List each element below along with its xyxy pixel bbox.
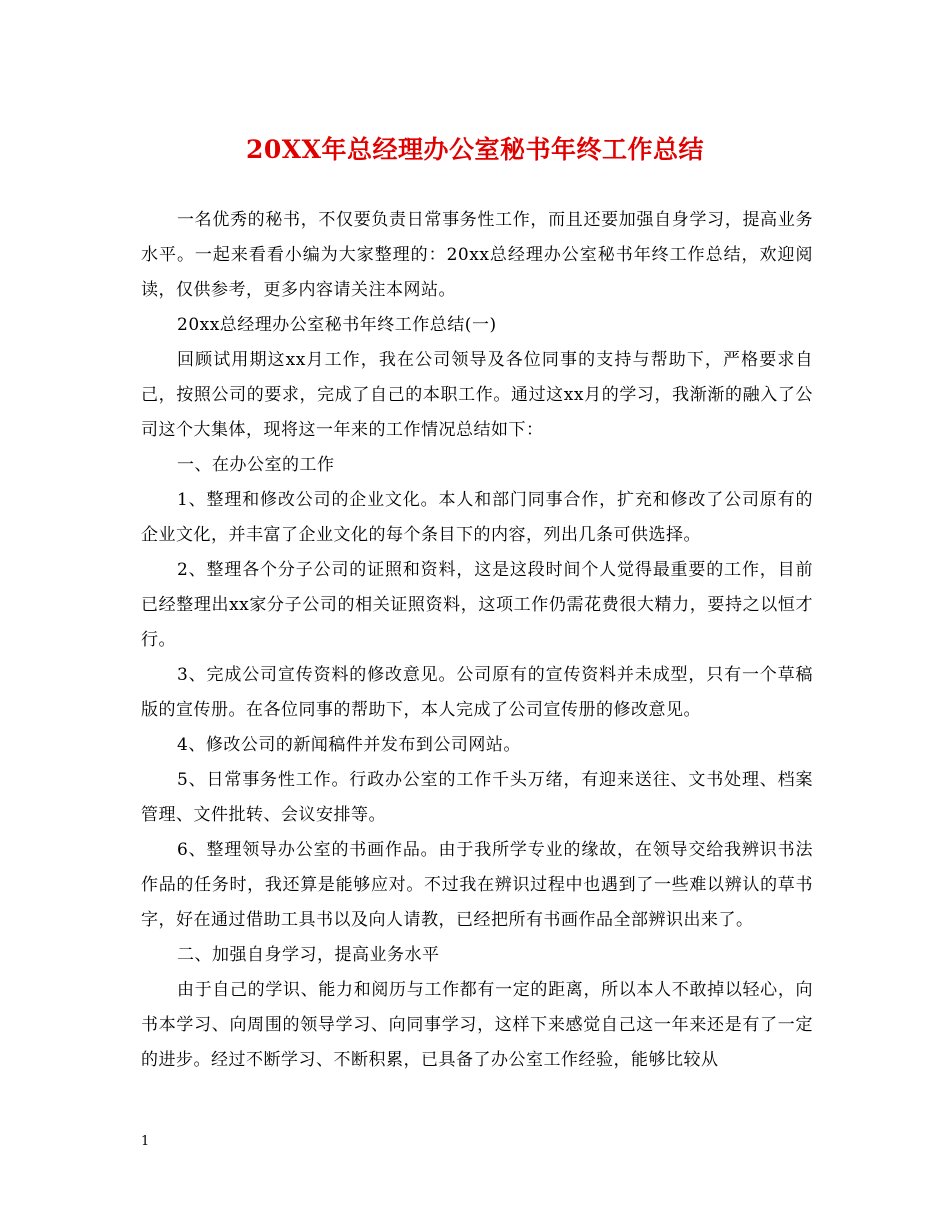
paragraph-subtitle: 20xx总经理办公室秘书年终工作总结(一) [177,315,497,335]
document-title: 20XX年总经理办公室秘书年终工作总结 [245,135,705,164]
page-number: 1 [141,1134,150,1149]
paragraph-review: 回顾试用期这xx月工作，我在公司领导及各位同事的支持与帮助下，严格要求自己，按照公司的要求，完成了自己的本职工作。通过这xx月的学习，我渐渐的融入了公司这个大集体，现将这一年来的工作情况总结如下： [141,350,813,440]
paragraph-item-1: 1、整理和修改公司的企业文化。本人和部门同事合作，扩充和修改了公司原有的企业文化，并丰富了企业文化的每个条目下的内容，列出几条可供选择。 [141,490,813,545]
paragraph-item-4: 4、修改公司的新闻稿件并发布到公司网站。 [177,735,521,755]
paragraph-item-6: 6、整理领导办公室的书画作品。由于我所学专业的缘故，在领导交给我辨识书法作品的任务时，我还算是能够应对。不过我在辨识过程中也遇到了一些难以辨认的草书字，好在通过借助工具书以及向人请教，已经把所有书画作品全部辨识出来了。 [141,840,813,930]
paragraph-intro: 一名优秀的秘书，不仅要负责日常事务性工作，而且还要加强自身学习，提高业务水平。一起来看看小编为大家整理的：20xx总经理办公室秘书年终工作总结，欢迎阅读，仅供参考，更多内容请关注本网站。 [141,210,813,300]
paragraph-item-3: 3、完成公司宣传资料的修改意见。公司原有的宣传资料并未成型，只有一个草稿版的宣传册。在各位同事的帮助下，本人完成了公司宣传册的修改意见。 [141,665,813,720]
paragraph-item-2: 2、整理各个分子公司的证照和资料，这是这段时间个人觉得最重要的工作，目前已经整理出xx家分子公司的相关证照资料，这项工作仍需花费很大精力，要持之以恒才行。 [141,560,813,650]
paragraph-self-study: 由于自己的学识、能力和阅历与工作都有一定的距离，所以本人不敢掉以轻心，向书本学习、向周围的领导学习、向同事学习，这样下来感觉自己这一年来还是有了一定的进步。经过不断学习、不断积累，已具备了办公室工作经验，能够比较从 [141,980,813,1070]
section-heading-self-study: 二、加强自身学习，提高业务水平 [177,945,440,965]
paragraph-item-5: 5、日常事务性工作。行政办公室的工作千头万绪，有迎来送往、文书处理、档案管理、文件批转、会议安排等。 [141,770,813,825]
section-heading-office-work: 一、在办公室的工作 [177,455,335,475]
document-body [141,203,813,1078]
